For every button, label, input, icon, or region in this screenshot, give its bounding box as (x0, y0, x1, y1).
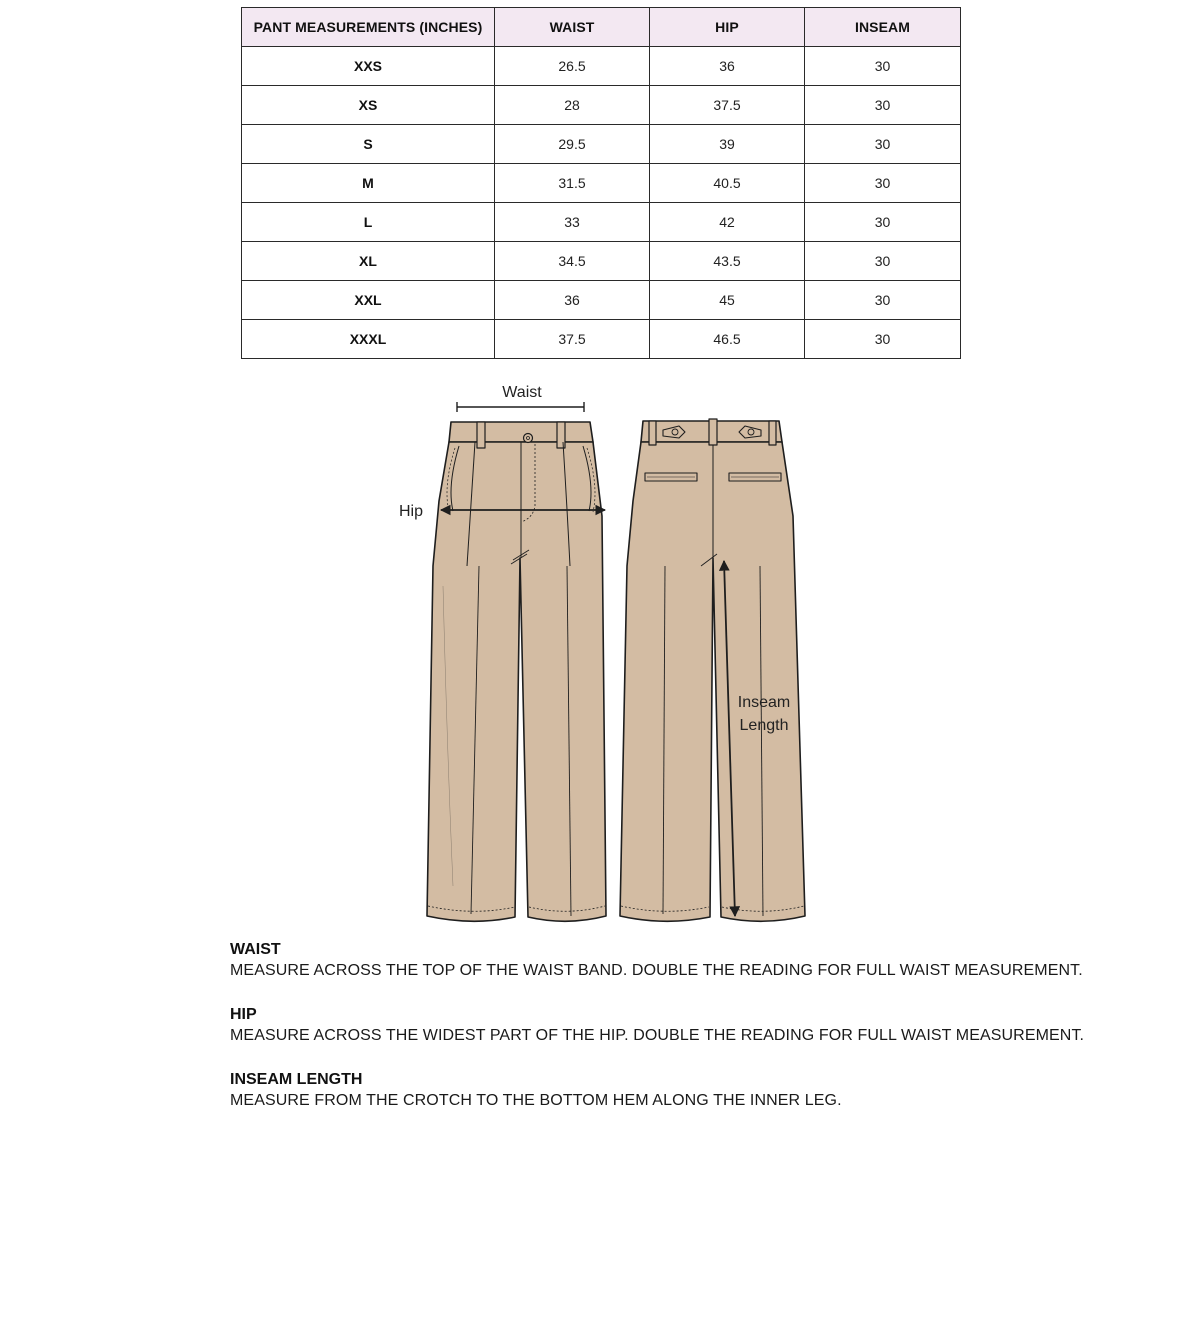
inseam-label-line2: Length (739, 717, 789, 734)
inseam-cell: 30 (805, 203, 961, 242)
front-pants-illustration (427, 422, 606, 921)
note-text: MEASURE ACROSS THE WIDEST PART OF THE HIP. DOUBLE THE READING FOR FULL WAIST MEASUREMENT. (230, 1027, 1085, 1044)
note-inseam (230, 1070, 1130, 1112)
hip-cell: 39 (650, 125, 805, 164)
inseam-cell: 30 (805, 281, 961, 320)
table-row (242, 125, 961, 164)
hip-cell: 40.5 (650, 164, 805, 203)
hip-label: Hip (399, 503, 424, 520)
table-row (242, 242, 961, 281)
waist-cell: 34.5 (495, 242, 650, 281)
table-row (242, 203, 961, 242)
table-row (242, 320, 961, 359)
table-row (242, 47, 961, 86)
waist-cell: 33 (495, 203, 650, 242)
size-cell: S (242, 125, 495, 164)
note-text: MEASURE ACROSS THE TOP OF THE WAIST BAND. DOUBLE THE READING FOR FULL WAIST MEASUREMENT. (230, 962, 1083, 979)
note-title: INSEAM LENGTH (230, 1071, 363, 1088)
inseam-cell: 30 (805, 47, 961, 86)
hip-cell: 36 (650, 47, 805, 86)
table-row (242, 86, 961, 125)
inseam-cell: 30 (805, 125, 961, 164)
waist-cell: 31.5 (495, 164, 650, 203)
waist-cell: 26.5 (495, 47, 650, 86)
note-waist (230, 940, 1130, 982)
table-row (242, 164, 961, 203)
waist-label: Waist (502, 384, 542, 401)
back-pants-illustration (620, 419, 805, 921)
measurement-notes (230, 940, 1130, 1135)
size-cell: XL (242, 242, 495, 281)
hip-cell: 46.5 (650, 320, 805, 359)
size-chart-table (241, 7, 961, 359)
waist-cell: 28 (495, 86, 650, 125)
waist-measure-line (457, 402, 584, 412)
waist-cell: 29.5 (495, 125, 650, 164)
size-cell: L (242, 203, 495, 242)
inseam-cell: 30 (805, 242, 961, 281)
table-row (242, 281, 961, 320)
inseam-cell: 30 (805, 320, 961, 359)
table-header-row (242, 8, 961, 47)
size-cell: XXL (242, 281, 495, 320)
size-cell: M (242, 164, 495, 203)
hip-cell: 37.5 (650, 86, 805, 125)
hip-cell: 43.5 (650, 242, 805, 281)
waist-cell: 37.5 (495, 320, 650, 359)
header-waist: WAIST (495, 8, 650, 47)
note-hip (230, 1005, 1130, 1047)
pant-measurement-diagram (395, 366, 835, 946)
note-text: MEASURE FROM THE CROTCH TO THE BOTTOM HEM ALONG THE INNER LEG. (230, 1092, 842, 1109)
header-hip: HIP (650, 8, 805, 47)
inseam-cell: 30 (805, 164, 961, 203)
inseam-label-line1: Inseam (737, 694, 791, 711)
inseam-cell: 30 (805, 86, 961, 125)
note-title: HIP (230, 1006, 257, 1023)
hip-cell: 42 (650, 203, 805, 242)
header-inseam: INSEAM (805, 8, 961, 47)
size-cell: XXXL (242, 320, 495, 359)
header-pant-measurements: PANT MEASUREMENTS (INCHES) (242, 8, 495, 47)
note-title: WAIST (230, 941, 281, 958)
size-cell: XS (242, 86, 495, 125)
waist-cell: 36 (495, 281, 650, 320)
hip-cell: 45 (650, 281, 805, 320)
size-cell: XXS (242, 47, 495, 86)
